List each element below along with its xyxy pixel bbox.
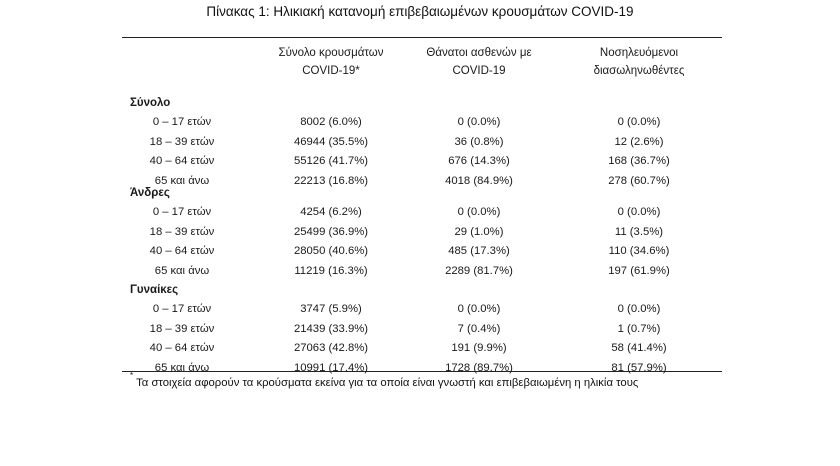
cases-cell: 3747 (5.9%) <box>300 303 362 315</box>
deaths-cell: 2289 (81.7%) <box>445 264 513 277</box>
table-row <box>122 323 722 341</box>
cases-cell: 27063 (42.8%) <box>293 342 369 354</box>
intubated-cell: 81 (57.9%) <box>611 361 667 374</box>
cases-cell: 22213 (16.8%) <box>293 174 369 187</box>
age-label: 65 και άνω <box>154 264 210 277</box>
table-row <box>122 245 722 263</box>
deaths-cell: 0 (0.0%) <box>457 303 501 315</box>
cases-cell: 28050 (40.6%) <box>293 245 369 257</box>
age-label: 18 – 39 ετών <box>149 225 215 238</box>
cases-cell: 21439 (33.9%) <box>293 322 369 335</box>
deaths-cell: 676 (14.3%) <box>448 155 510 167</box>
table-row <box>122 136 722 154</box>
deaths-cell: 36 (0.8%) <box>454 135 504 148</box>
table-row <box>122 155 722 173</box>
deaths-cell: 29 (1.0%) <box>454 225 504 238</box>
column-header-cases <box>256 44 406 80</box>
column-header-line: διασωληνωθέντες <box>593 65 685 77</box>
age-label: 65 και άνω <box>154 361 210 374</box>
cases-cell: 11219 (16.3%) <box>294 264 368 277</box>
cases-cell: 10991 (17.4%) <box>293 361 369 374</box>
age-label: 40 – 64 ετών <box>149 342 215 354</box>
table-row <box>122 342 722 360</box>
age-label: 0 – 17 ετών <box>152 303 212 315</box>
column-header-intubated <box>564 44 714 80</box>
intubated-cell: 197 (61.9%) <box>608 264 670 277</box>
deaths-cell: 0 (0.0%) <box>457 206 501 218</box>
intubated-cell: 11 (3.5%) <box>614 225 664 238</box>
group-heading: Γυναίκες <box>130 284 179 296</box>
column-header-line: Θάνατοι ασθενών με <box>426 47 532 59</box>
deaths-cell: 0 (0.0%) <box>457 116 501 128</box>
column-header-line: COVID-19* <box>302 65 360 77</box>
age-label: 0 – 17 ετών <box>152 116 212 128</box>
table-row <box>122 226 722 244</box>
age-label: 65 και άνω <box>154 174 210 187</box>
intubated-cell: 12 (2.6%) <box>614 135 664 148</box>
intubated-cell: 110 (34.6%) <box>608 245 670 257</box>
intubated-cell: 0 (0.0%) <box>617 206 661 218</box>
deaths-cell: 7 (0.4%) <box>457 322 501 335</box>
table-row <box>122 116 722 134</box>
intubated-cell: 1 (0.7%) <box>617 322 661 335</box>
column-header-line: Νοσηλευόμενοι <box>599 47 679 59</box>
intubated-cell: 0 (0.0%) <box>617 116 661 128</box>
age-label: 0 – 17 ετών <box>152 206 212 218</box>
intubated-cell: 168 (36.7%) <box>608 155 670 167</box>
top-rule <box>122 37 722 38</box>
cases-cell: 25499 (36.9%) <box>293 225 369 238</box>
table-row <box>122 265 722 283</box>
cases-cell: 55126 (41.7%) <box>293 155 369 167</box>
age-label: 18 – 39 ετών <box>149 322 215 335</box>
age-label: 40 – 64 ετών <box>149 155 215 167</box>
column-header-deaths <box>404 44 554 80</box>
age-label: 40 – 64 ετών <box>149 245 215 257</box>
group-heading: Άνδρες <box>130 187 170 199</box>
column-header-line: COVID-19 <box>452 65 506 77</box>
bottom-rule <box>122 371 722 372</box>
table-row <box>122 175 722 193</box>
group-heading: Σύνολο <box>130 97 171 109</box>
cases-cell: 46944 (35.5%) <box>293 135 369 148</box>
intubated-cell: 278 (60.7%) <box>608 174 670 187</box>
footnote <box>130 371 639 389</box>
intubated-cell: 58 (41.4%) <box>611 342 667 354</box>
cases-cell: 4254 (6.2%) <box>300 206 362 218</box>
footnote-text: Τα στοιχεία αφορούν τα κρούσματα εκείνα για τα οποία είναι γνωστή και επιβεβαιωμένη η ηλικία τους <box>136 376 639 389</box>
footnote-mark: * <box>130 371 134 380</box>
deaths-cell: 485 (17.3%) <box>448 245 510 257</box>
table-row <box>122 206 722 224</box>
deaths-cell: 191 (9.9%) <box>451 342 507 354</box>
deaths-cell: 1728 (89.7%) <box>445 361 513 374</box>
column-header-line: Σύνολο κρουσμάτων <box>278 47 384 59</box>
cases-cell: 8002 (6.0%) <box>300 116 362 128</box>
deaths-cell: 4018 (84.9%) <box>445 174 513 187</box>
table-title: Πίνακας 1: Ηλικιακή κατανομή επιβεβαιωμένων κρουσμάτων COVID-19 <box>206 4 634 19</box>
age-label: 18 – 39 ετών <box>149 135 215 148</box>
intubated-cell: 0 (0.0%) <box>617 303 661 315</box>
table-row <box>122 303 722 321</box>
